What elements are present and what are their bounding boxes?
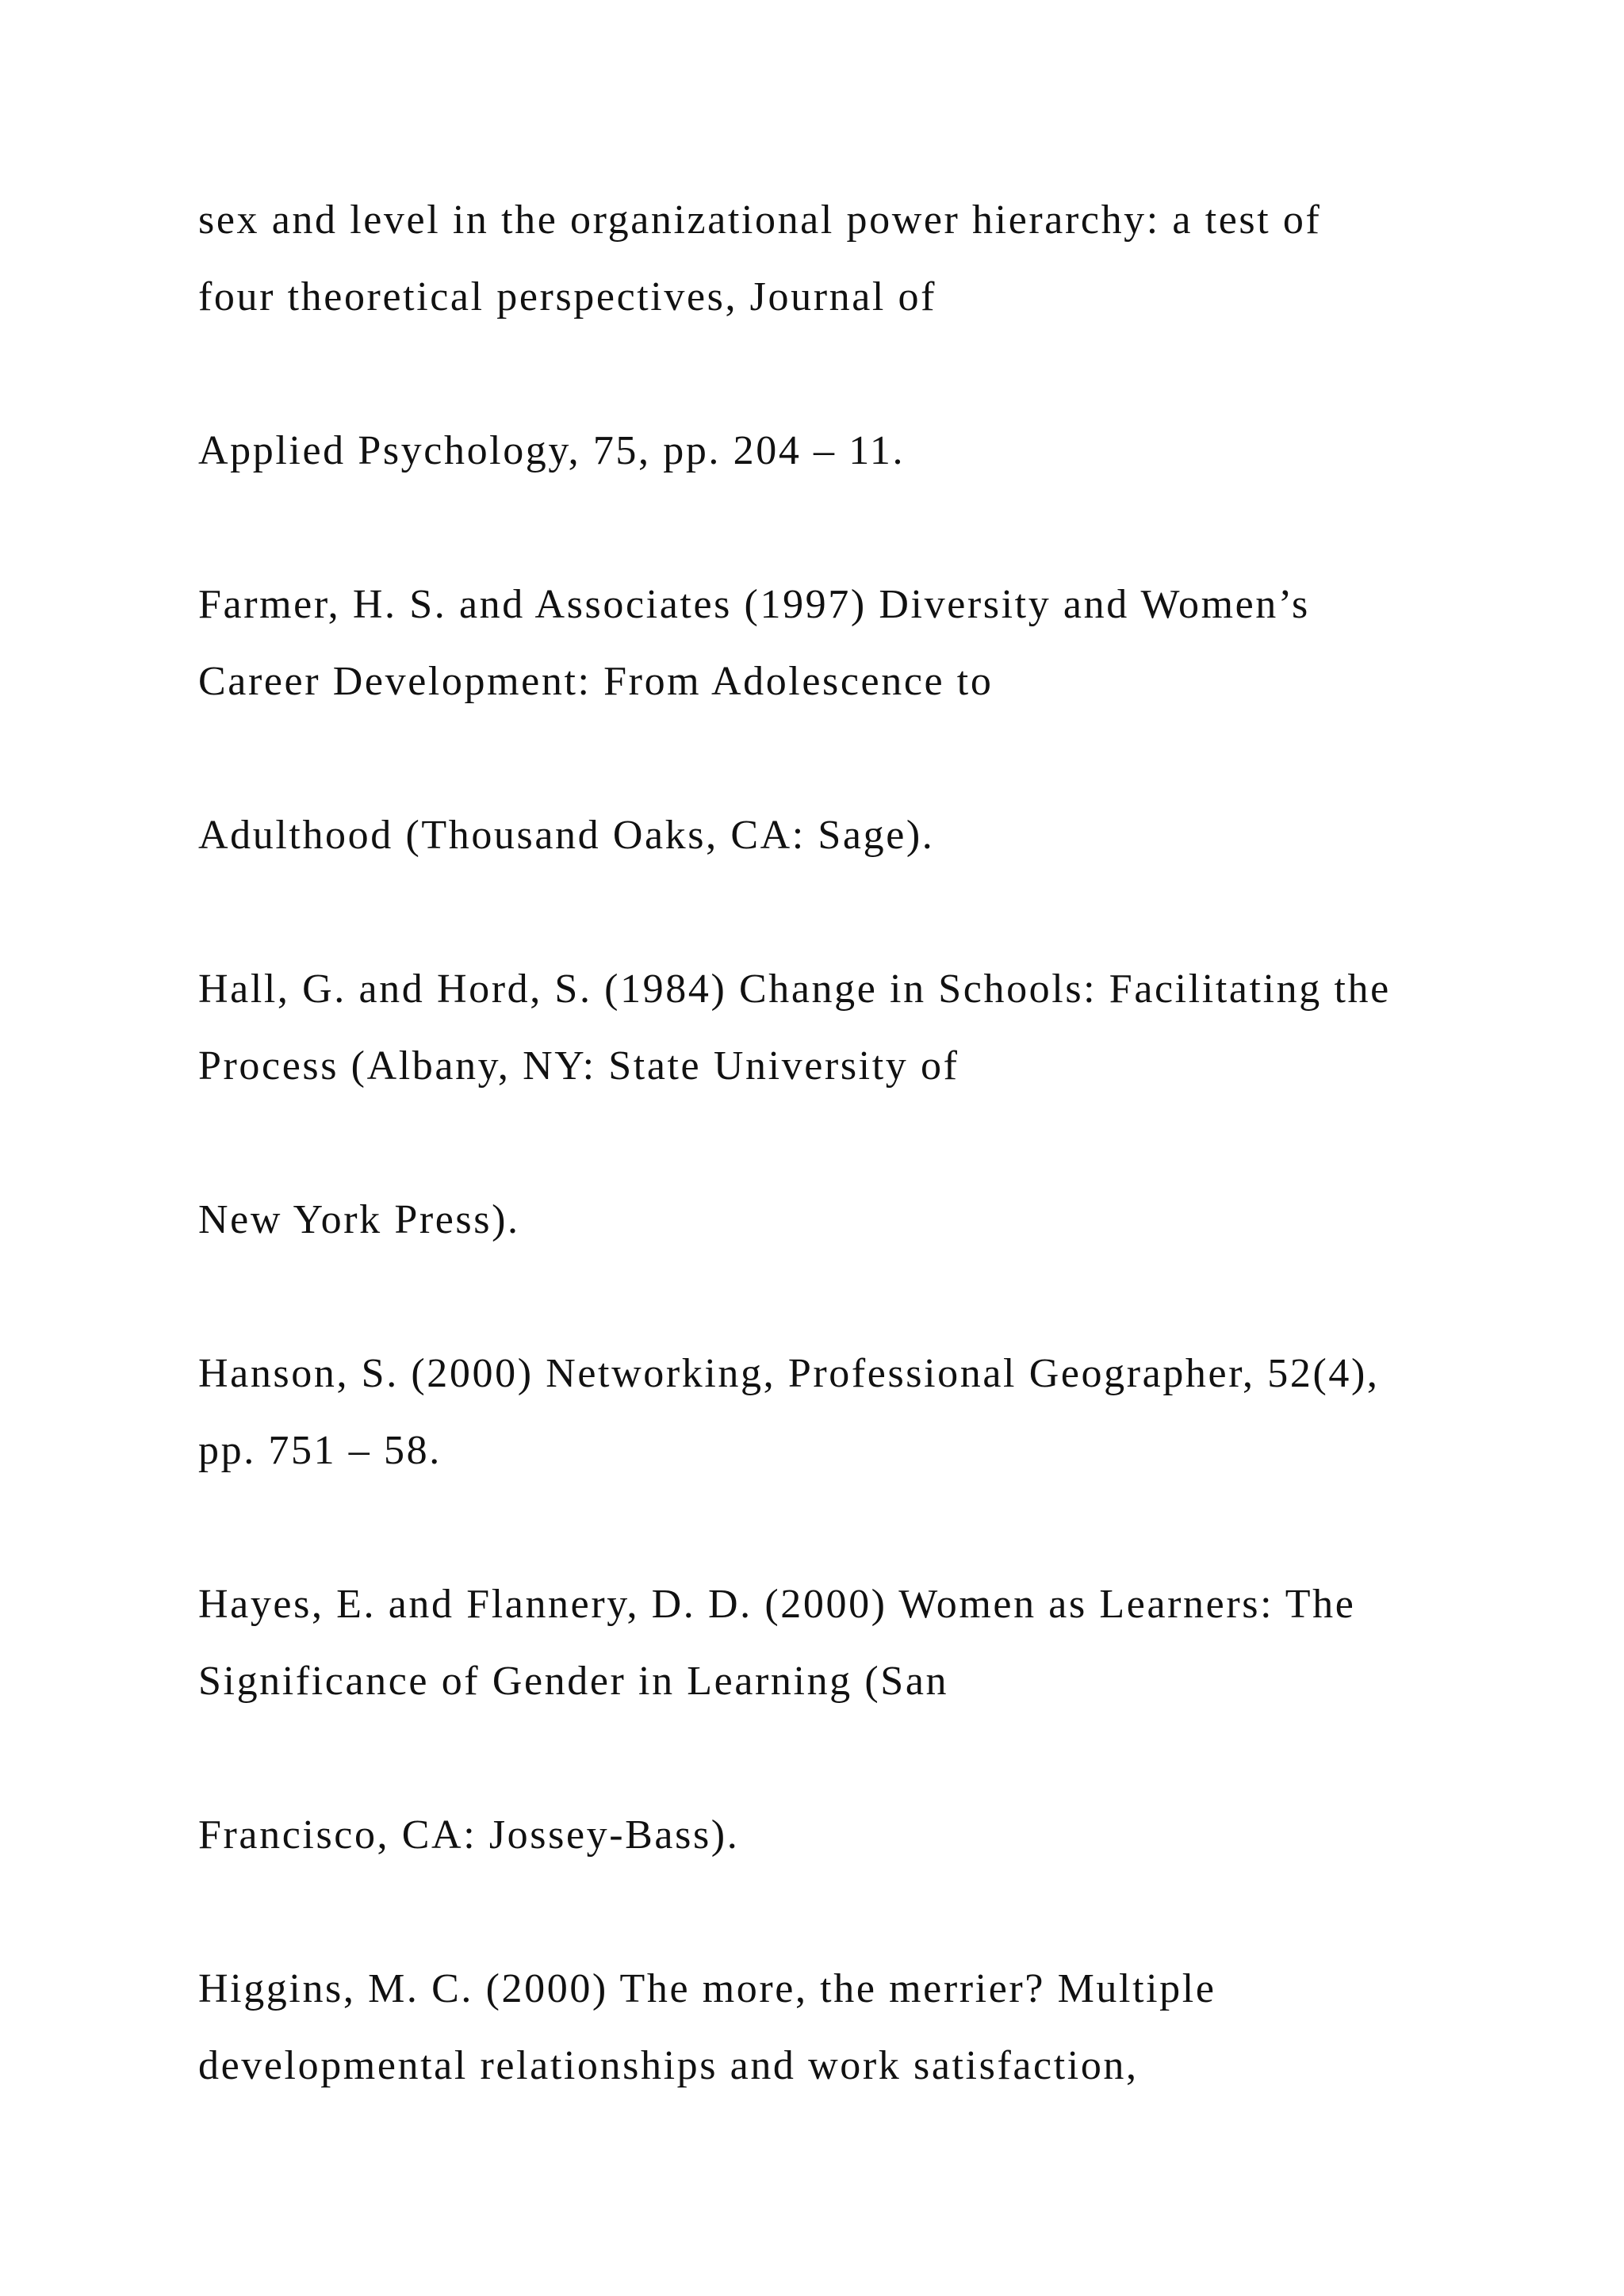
text-line: Higgins, M. C. (2000) The more, the merrier? Multiple (198, 1966, 1216, 2011)
text-line: Career Development: From Adolescence to (198, 659, 994, 704)
text-line: Hall, G. and Hord, S. (1984) Change in Schools: Facilitating the (198, 966, 1391, 1012)
text-line: New York Press). (198, 1197, 520, 1242)
text-line: Applied Psychology, 75, pp. 204 – 11. (198, 428, 906, 473)
text-line: four theoretical perspectives, Journal of (198, 274, 937, 320)
text-line: Francisco, CA: Jossey-Bass). (198, 1812, 740, 1858)
text-line: Hayes, E. and Flannery, D. D. (2000) Women as Learners: The (198, 1582, 1356, 1627)
text-line: Hanson, S. (2000) Networking, Professional Geographer, 52(4), (198, 1351, 1380, 1396)
text-line: sex and level in the organizational power hierarchy: a test of (198, 197, 1322, 243)
text-line: developmental relationships and work satisfaction, (198, 2043, 1139, 2088)
text-line: Significance of Gender in Learning (San (198, 1659, 949, 1704)
text-line: Farmer, H. S. and Associates (1997) Diversity and Women’s (198, 582, 1310, 627)
text-line: pp. 751 – 58. (198, 1428, 442, 1473)
text-line: Adulthood (Thousand Oaks, CA: Sage). (198, 813, 935, 858)
text-line: Process (Albany, NY: State University of (198, 1043, 959, 1089)
